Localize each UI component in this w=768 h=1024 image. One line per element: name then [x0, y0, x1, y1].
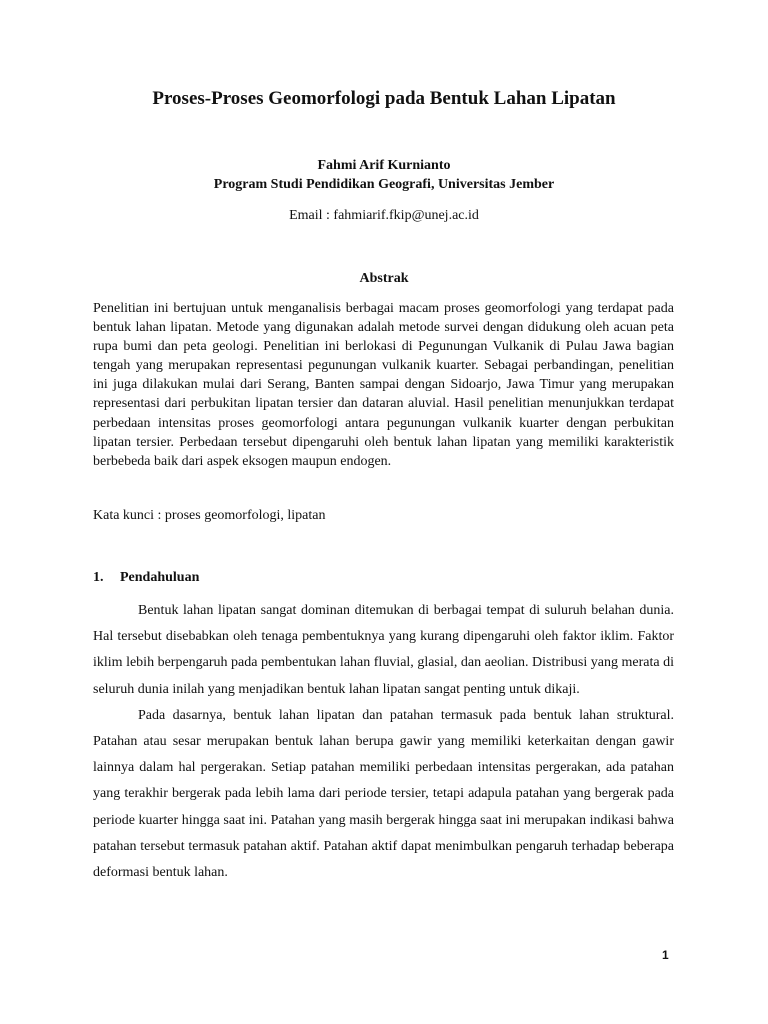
section-number: 1. [93, 570, 104, 585]
section-title: Pendahuluan [120, 570, 200, 585]
abstract-heading: Abstrak [359, 271, 409, 286]
page-number: 1 [662, 948, 669, 962]
body-paragraph: Bentuk lahan lipatan sangat dominan ditemukan di berbagai tempat di suluruh belahan dunia. Hal tersebut disebabkan oleh tenaga pembentuknya yang kurang dipengaruhi oleh faktor iklim. Faktor iklim lebih berpengaruh pada pembentukan lahan fluvial, glasial, dan aeolian. Distribusi yang merata di seluruh dunia inilah yang menjadikan bentuk lahan lipatan sangat penting untuk dikaji. [93, 603, 674, 697]
abstract-body: Penelitian ini bertujuan untuk menganalisis berbagai macam proses geomorfologi yang terdapat pada bentuk lahan lipatan. Metode yang digunakan adalah metode survei dengan didukung oleh acuan peta rupa bumi dan peta geologi. Penelitian ini berlokasi di Pegunungan Vulkanik di Pulau Jawa bagian tengah yang merupakan representasi pegunungan vulkanik kuarter. Sebagai perbandingan, penelitian ini juga dilakukan mulai dari Serang, Banten sampai dengan Sidoarjo, Jawa Timur yang merupakan representasi dari perbukitan lipatan tersier dan dataran aluvial. Hasil penelitian menunjukkan terdapat perbedaan intensitas proses geomorfologi antara pegunungan vulkanik kuarter dengan perbukitan lipatan tersier. Perbedaan tersebut dipengaruhi oleh bentuk lahan lipatan yang memiliki karakteristik berbebeda baik dari aspek eksogen maupun endogen. [93, 301, 674, 469]
section-body [93, 572, 674, 886]
paper-title: Proses-Proses Geomorfologi pada Bentuk Lahan Lipatan [152, 88, 616, 109]
author-name: Fahmi Arif Kurnianto [317, 158, 451, 173]
body-paragraph: Pada dasarnya, bentuk lahan lipatan dan patahan termasuk pada bentuk lahan struktural. Patahan atau sesar merupakan bentuk lahan berupa gawir yang memiliki keterkaitan dengan gawir lainnya dalam hal pergerakan. Setiap patahan memiliki perbedaan intensitas pergerakan, ada patahan yang terakhir bergerak pada lebih lama dari periode tersier, tetapi adapula patahan yang bergerak pada periode kuarter hingga saat ini. Patahan yang masih bergerak hingga saat ini merupakan indikasi bahwa patahan tersebut termasuk patahan aktif. Patahan aktif dapat menimbulkan pengaruh terhadap beberapa deformasi bentuk lahan. [93, 707, 674, 881]
author-affiliation: Program Studi Pendidikan Geografi, Universitas Jember [213, 177, 555, 192]
keywords: Kata kunci : proses geomorfologi, lipatan [93, 508, 326, 523]
author-email: Email : fahmiarif.fkip@unej.ac.id [289, 208, 479, 223]
